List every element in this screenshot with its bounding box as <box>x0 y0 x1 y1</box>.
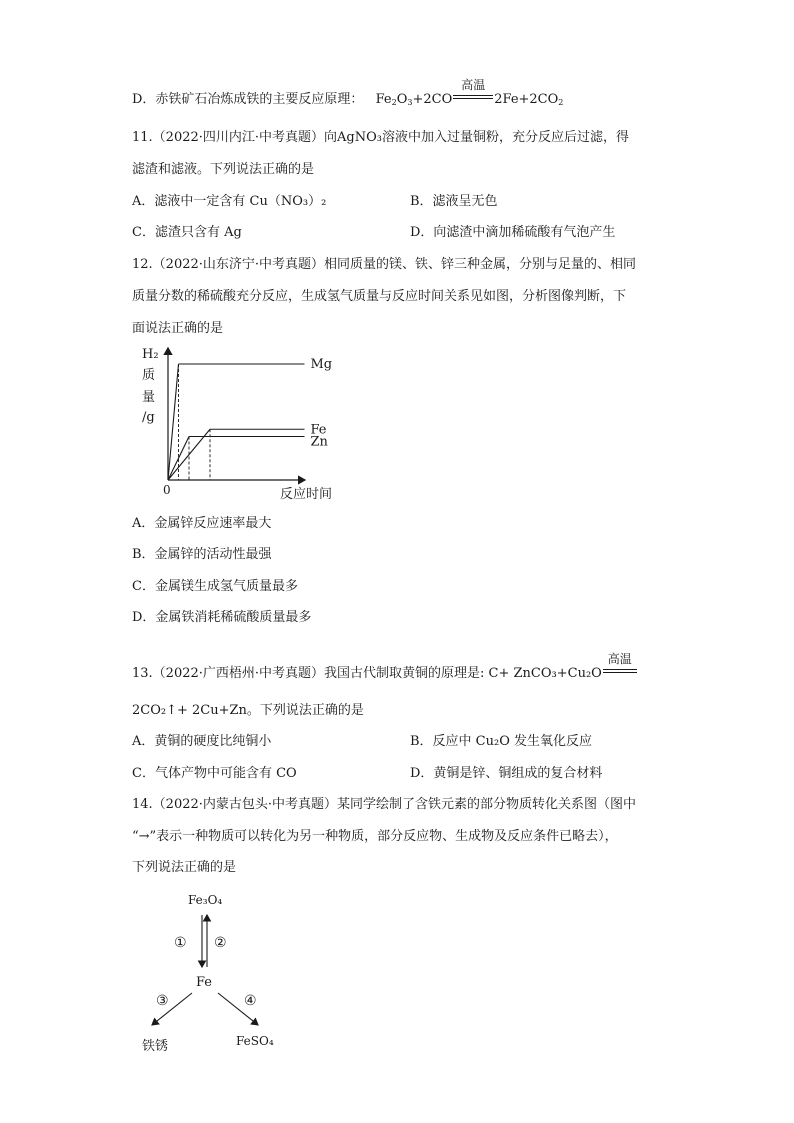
q10-reaction-condition: 高温 <box>453 83 493 107</box>
q13-option-c[interactable]: C．气体产物中可能含有 CO <box>132 766 297 781</box>
q12-option-d[interactable]: D．金属铁消耗稀硫酸质量最多 <box>132 610 312 625</box>
q14-stem-line3: 下列说法正确的是 <box>132 860 237 875</box>
q10-option-d <box>132 78 564 107</box>
y-axis-label-line1: H₂ <box>142 347 159 362</box>
mark-1: ① <box>174 935 187 951</box>
y-axis-label-line3: 量 <box>142 390 156 405</box>
node-rust: 铁锈 <box>142 1039 169 1054</box>
q13-option-d[interactable]: D．黄铜是锌、铜组成的复合材料 <box>410 766 603 781</box>
x-axis-label: 反应时间 <box>280 487 333 502</box>
q10-equation: $Fe_2O_3+2CO$ 高温 $2Fe+2CO_2$ <box>375 78 564 107</box>
y-axis-label-line2: 质 <box>142 368 156 383</box>
mark-4: ④ <box>244 993 257 1009</box>
mark-3: ③ <box>156 993 169 1009</box>
q14-stem-line2: “→”表示一种物质可以转化为另一种物质，部分反应物、生成物及反应条件已略去）， <box>132 829 618 844</box>
series-label-fe: Fe <box>310 422 327 438</box>
q12-option-a[interactable]: A．金属锌反应速率最大 <box>132 516 272 531</box>
q11-option-c[interactable]: C．滤渣只含有 Ag <box>132 225 242 240</box>
q11-option-a[interactable]: A．滤液中一定含有 Cu（NO₃）₂ <box>132 194 327 209</box>
q13-option-a[interactable]: A．黄铜的硬度比纯铜小 <box>132 734 272 749</box>
q12-stem-line2: 质量分数的稀硫酸充分反应，生成氢气质量与反应时间关系见如图，分析图像判断，下 <box>132 289 627 304</box>
q12-stem-line1: 12.（2022·山东济宁·中考真题）相同质量的镁、铁、锌三种金属，分别与足量的、相同 <box>132 257 637 272</box>
node-fe3o4: Fe₃O₄ <box>188 893 223 907</box>
node-feso4: FeSO₄ <box>236 1034 274 1048</box>
q12-hydrogen-chart <box>130 340 350 505</box>
q11-stem-line1: 11.（2022·四川内江·中考真题）向AgNO₃溶液中加入过量铜粉，充分反应后过滤，得 <box>132 130 629 145</box>
q13-stem-line2: 2CO₂↑+ 2Cu+Zn。下列说法正确的是 <box>132 703 364 718</box>
y-axis-label-line4: /g <box>142 410 155 425</box>
node-fe: Fe <box>196 975 213 990</box>
q13-reaction-condition: 高温 <box>603 657 637 681</box>
q13-option-b[interactable]: B．反应中 Cu₂O 发生氧化反应 <box>410 734 593 749</box>
q14-iron-transformation-diagram <box>130 885 300 1060</box>
series-label-zn: Zn <box>310 434 328 450</box>
origin-label: 0 <box>163 483 171 497</box>
q13-stem-line1: 13.（2022·广西梧州·中考真题）我国古代制取黄铜的原理是: C+ ZnCO₃+Cu₂O 高温 <box>132 657 638 681</box>
q12-option-b[interactable]: B．金属锌的活动性最强 <box>132 547 272 562</box>
q11-stem-line2: 滤渣和滤液。下列说法正确的是 <box>132 162 315 177</box>
q12-option-c[interactable]: C．金属镁生成氢气质量最多 <box>132 579 298 594</box>
series-label-mg: Mg <box>310 357 333 372</box>
q11-option-d[interactable]: D．向滤渣中滴加稀硫酸有气泡产生 <box>410 225 616 240</box>
q11-option-b[interactable]: B．滤液呈无色 <box>410 194 498 209</box>
q10-option-d-label: D．赤铁矿石冶炼成铁的主要反应原理： <box>132 92 364 107</box>
q12-stem-line3: 面说法正确的是 <box>132 321 224 336</box>
mark-2: ② <box>214 935 227 951</box>
q14-stem-line1: 14.（2022·内蒙古包头·中考真题）某同学绘制了含铁元素的部分物质转化关系图（图中 <box>132 797 637 812</box>
